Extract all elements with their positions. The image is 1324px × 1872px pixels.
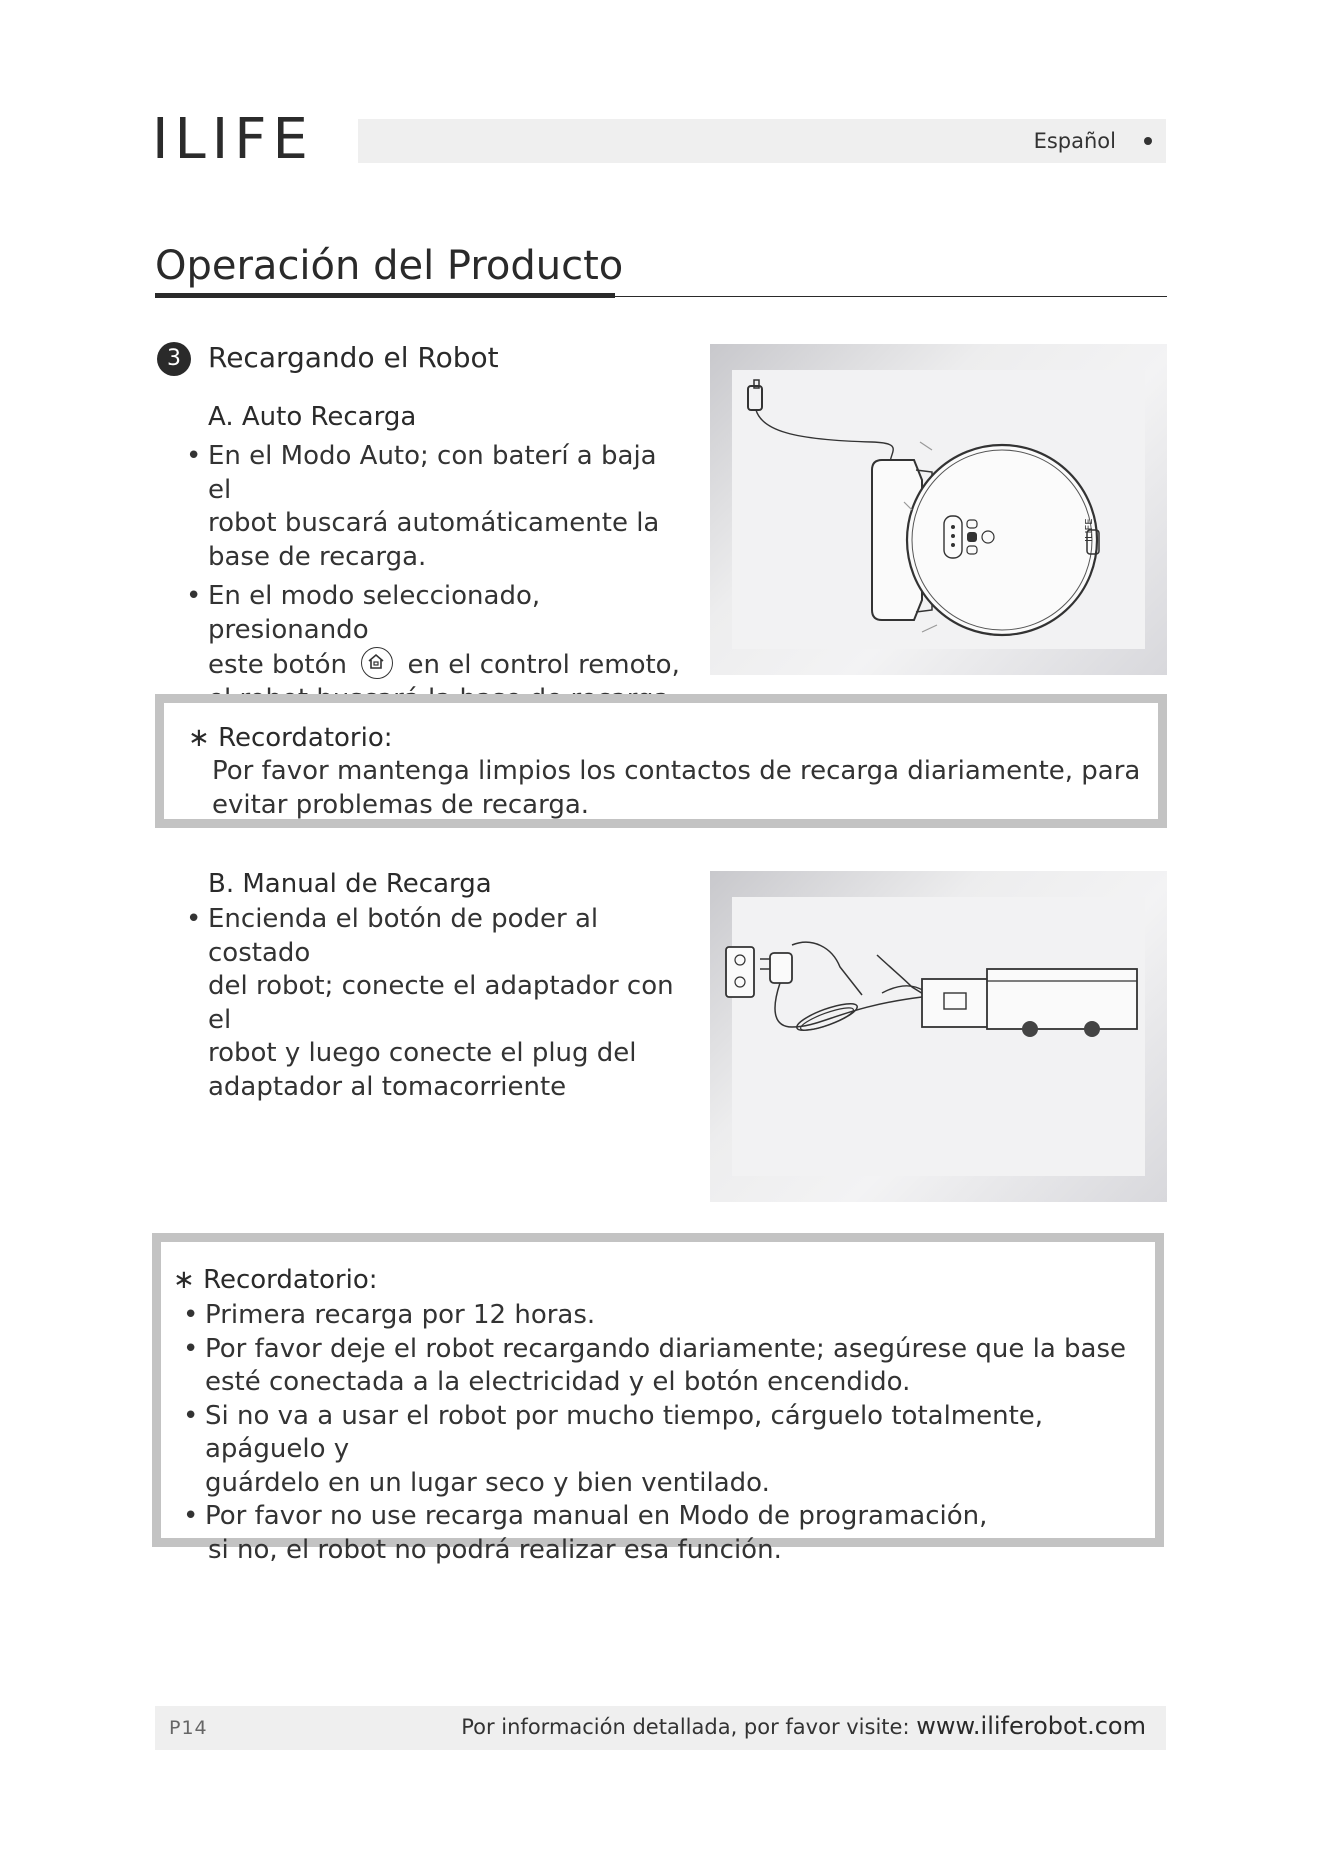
reminder-box-2	[152, 1233, 1164, 1565]
page-title: Operación del Producto	[155, 243, 624, 289]
reminder-box-1: ∗ Recordatorio: Por favor mantenga limpios los contactos de recarga diariamente, para evitar problemas de recarga.	[155, 694, 1167, 828]
manual-charging-drawing	[732, 897, 1145, 1176]
list-item: • Por favor no use recarga manual en Modo de programación, si no, el robot no podrá realizar esa función.	[183, 1501, 988, 1565]
manual-charge-illustration	[710, 871, 1167, 1202]
list-item: • Por favor deje el robot recargando diariamente; asegúrese que la base esté conectada a la electricidad y el botón encendido.	[183, 1333, 1127, 1397]
auto-heading: A. Auto Recarga	[208, 402, 417, 432]
list-item: • En el modo seleccionado, presionando este botón en el control remoto,	[186, 581, 680, 680]
footer-bar	[155, 1706, 1166, 1750]
list-item: • En el Modo Auto; con baterí a baja el robot buscará automáticamente la base de recarga.	[186, 441, 660, 572]
section-number-badge: 3	[157, 342, 191, 376]
auto-bullets	[186, 440, 686, 722]
footer-info: Por información detallada, por favor visite: www.iliferobot.com	[461, 1712, 1146, 1740]
page-number: P14	[169, 1717, 208, 1739]
asterisk-icon: ∗	[188, 723, 210, 753]
reminder-title: ∗ Recordatorio:	[173, 1265, 378, 1295]
robot-brand-label: ILIFE	[1084, 518, 1095, 542]
list-item: • Encienda el botón de poder al costado del robot; conecte el adaptador con el robot y luego conecte el plug del adaptador al tomacorriente	[186, 904, 674, 1102]
list-item: • Si no va a usar el robot por mucho tiempo, cárguelo totalmente, apáguelo y guárdelo en un lugar seco y bien ventilado.	[183, 1400, 1044, 1498]
title-underline	[155, 293, 615, 298]
manual-bullets	[186, 903, 696, 1110]
brand-logo: ILIFE	[152, 107, 314, 172]
language-label: Español	[1033, 129, 1116, 153]
section-title: Recargando el Robot	[208, 341, 499, 374]
bullet-dot-icon	[1144, 137, 1152, 145]
website-link[interactable]: www.iliferobot.com	[916, 1712, 1146, 1740]
robot-dock-illustration	[710, 344, 1167, 675]
manual-heading: B. Manual de Recarga	[208, 869, 492, 899]
language-bar	[358, 119, 1166, 163]
asterisk-icon: ∗	[173, 1265, 195, 1295]
reminder-title: ∗ Recordatorio:	[188, 723, 393, 753]
list-item: • Primera recarga por 12 horas.	[183, 1300, 596, 1330]
robot-docking-drawing	[732, 370, 1145, 649]
home-button-icon	[361, 647, 393, 679]
